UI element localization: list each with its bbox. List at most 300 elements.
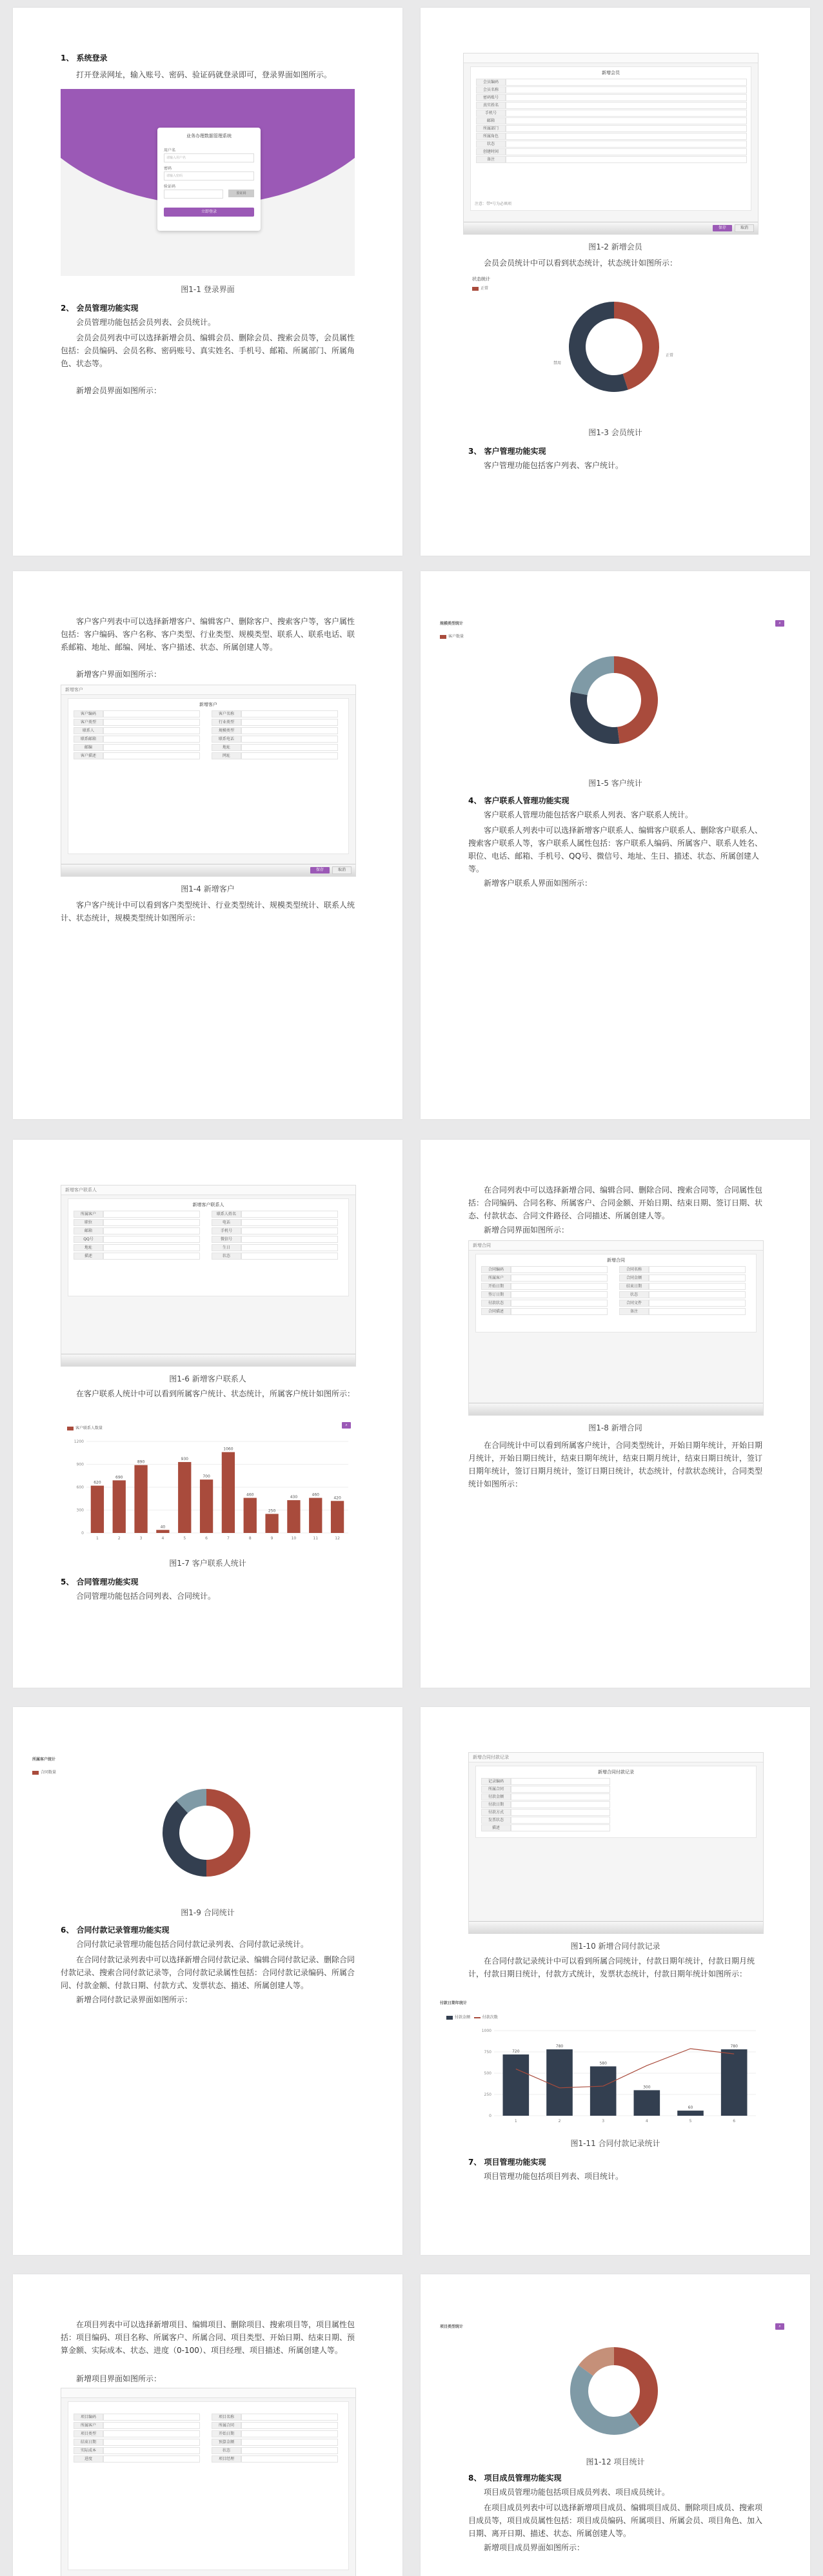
field-label: 所属角色 (476, 133, 506, 140)
section-heading: 2、 会员管理功能实现 (61, 304, 139, 313)
field-input[interactable] (506, 86, 747, 93)
form-row (212, 727, 338, 733)
field-label: 所属客户 (74, 1211, 103, 1218)
form-row (212, 2414, 338, 2419)
paragraph: 在项目列表中可以选择新增项目、编辑项目、删除项目、搜索项目等，项目属性包括：项目编码、项目名称、所属客户、所属合同、项目类型、开始日期、结束日期、预算金额、实际成本、状态、进度（0-100）、项目经理、项目描述、所属创建人等。 (61, 2320, 355, 2355)
pie-slice (570, 2365, 640, 2435)
form-row (212, 736, 338, 741)
y-tick-label: 0 (489, 2114, 491, 2118)
page-1 (13, 8, 402, 556)
form-row (481, 1778, 610, 1784)
field-input[interactable] (511, 1801, 610, 1808)
captcha-image[interactable]: 验证码 (228, 190, 254, 197)
bar (287, 1500, 300, 1533)
legend-label: 付款次数 (482, 2015, 498, 2020)
field-label: 地址 (212, 744, 241, 751)
field-label: 合同文件 (619, 1300, 649, 1307)
screenshot-topbar: 新增合同付款记录 (469, 1753, 763, 1762)
field-input[interactable] (506, 133, 747, 140)
x-tick-label: 1 (514, 2119, 517, 2123)
form-row (74, 2430, 200, 2436)
bar (546, 2049, 573, 2116)
section-heading: 1、 系统登录 (61, 54, 108, 63)
paragraph: 项目成员管理功能包括项目成员列表、项目成员统计。 (484, 2488, 670, 2497)
add-contract-screenshot (468, 1240, 764, 1416)
pie-slice (614, 656, 658, 743)
pie-slice (571, 656, 614, 695)
chart-toolbar (440, 620, 791, 630)
field-input[interactable] (241, 1236, 338, 1243)
field-input[interactable] (511, 1786, 610, 1793)
save-button[interactable]: 保存 (310, 867, 330, 873)
paragraph: 在项目成员列表中可以选择新增项目成员、编辑项目成员、删除项目成员、搜索项目成员等，项目成员属性包括：项目成员编码、所属项目、所属会员、项目角色、加入日期、离开日期、描述、状态、所属创建人等。 (468, 2503, 763, 2538)
y-tick-label: 1000 (481, 2029, 491, 2033)
field-input[interactable] (511, 1824, 610, 1831)
field-label: 网址 (212, 752, 241, 759)
y-tick-label: 750 (484, 2050, 491, 2054)
pie-label: 正常 (666, 353, 674, 358)
page-5 (13, 1140, 402, 1688)
field-input[interactable] (649, 1283, 746, 1290)
figure-caption: 图1-6 新增客户联系人 (169, 1374, 246, 1383)
form-row (476, 156, 747, 162)
field-input[interactable] (511, 1274, 608, 1282)
form-row (74, 1244, 200, 1250)
field-input[interactable] (511, 1283, 608, 1290)
field-label: 真实姓名 (476, 102, 506, 109)
paragraph: 新增合同界面如图所示： (484, 1225, 570, 1234)
form-row (212, 710, 338, 716)
field-input[interactable] (103, 727, 200, 734)
form-row (212, 2422, 338, 2428)
field-input[interactable] (103, 2422, 200, 2429)
field-input[interactable] (103, 2414, 200, 2421)
paragraph: 客户联系人管理功能包括客户联系人列表、客户联系人统计。 (484, 810, 693, 819)
form-row (481, 1300, 608, 1305)
figure-caption: 图1-9 合同统计 (181, 1908, 235, 1917)
section-heading: 5、 合同管理功能实现 (61, 1577, 139, 1586)
field-label: 发票状态 (481, 1817, 511, 1824)
paragraph: 会员会员列表中可以选择新增会员、编辑会员、删除会员、搜索会员等，会员属性包括：会员编码、会员名称、密码账号、真实姓名、手机号、邮箱、所属部门、所属角色、状态等。 (61, 333, 355, 368)
form-row (476, 79, 747, 84)
search-icon[interactable]: ⌕ (342, 1422, 351, 1429)
field-label: 手机号 (476, 110, 506, 117)
x-tick-label: 6 (205, 1536, 208, 1541)
x-tick-label: 7 (227, 1536, 230, 1541)
paragraph: 新增客户联系人界面如图所示： (484, 879, 593, 888)
field-input[interactable] (103, 719, 200, 726)
field-label: 电话 (212, 1219, 241, 1226)
search-icon[interactable]: ⌕ (775, 2323, 784, 2330)
section-heading: 4、 客户联系人管理功能实现 (468, 796, 570, 805)
data-label: 460 (246, 1492, 254, 1498)
captcha-label: 验证码 (164, 184, 176, 189)
field-input[interactable] (103, 1211, 200, 1218)
legend-label: 付款金额 (455, 2015, 471, 2020)
field-input[interactable] (511, 1793, 610, 1800)
bar (634, 2090, 660, 2116)
form-row (481, 1291, 608, 1297)
field-label: 进度 (74, 2455, 103, 2463)
field-input[interactable] (103, 744, 200, 751)
x-tick-label: 4 (161, 1536, 164, 1541)
field-input[interactable] (103, 1236, 200, 1243)
field-label: 状态 (212, 2447, 241, 2454)
y-tick-label: 600 (76, 1485, 84, 1490)
paragraph: 合同管理功能包括合同列表、合同统计。 (76, 1592, 216, 1601)
field-label: 备注 (619, 1308, 649, 1315)
form-row (74, 727, 200, 733)
field-label: 邮箱 (74, 1227, 103, 1234)
field-input[interactable] (649, 1266, 746, 1273)
section-heading: 8、 项目成员管理功能实现 (468, 2474, 562, 2483)
legend-label: 合同数量 (41, 1770, 57, 1775)
legend-label: 正常 (481, 286, 489, 291)
form-title: 新增合同 (607, 1258, 625, 1263)
field-label: 预算金额 (212, 2439, 241, 2446)
field-input[interactable] (649, 1291, 746, 1298)
add-payment-screenshot (468, 1752, 764, 1934)
field-label: 描述 (74, 1253, 103, 1260)
paragraph: 客户管理功能包括客户列表、客户统计。 (484, 461, 624, 470)
field-input[interactable] (511, 1809, 610, 1816)
chart-legend (32, 1769, 56, 1775)
data-label: 930 (181, 1456, 188, 1461)
form-row (476, 94, 747, 100)
data-label: 250 (268, 1508, 276, 1514)
form-row (74, 2439, 200, 2444)
data-label: 780 (555, 2044, 564, 2049)
paragraph: 新增项目成员界面如图所示： (484, 2543, 585, 2552)
form-row (476, 133, 747, 139)
field-input[interactable] (103, 2439, 200, 2446)
data-label: 60 (688, 2105, 693, 2111)
form-row (74, 710, 200, 716)
filter-label: 规模类型统计 (440, 621, 464, 626)
x-tick-label: 4 (645, 2119, 648, 2123)
data-label: 580 (599, 2061, 607, 2066)
form-row (212, 744, 338, 750)
form-row (619, 1274, 746, 1280)
pie-slice (614, 2347, 658, 2426)
x-tick-label: 3 (602, 2119, 605, 2123)
form-row (212, 1227, 338, 1233)
field-input[interactable] (506, 110, 747, 117)
search-icon[interactable]: ⌕ (775, 620, 784, 627)
field-label: 描述 (481, 1824, 511, 1831)
form-row (476, 117, 747, 123)
y-tick-label: 250 (484, 2093, 491, 2097)
field-input[interactable] (103, 1219, 200, 1226)
form-row (619, 1283, 746, 1289)
form-row (74, 1253, 200, 1258)
form-row (74, 744, 200, 750)
field-input[interactable] (241, 752, 338, 759)
pie-slice (163, 1800, 206, 1877)
filter-label: 付款日期年统计 (440, 2001, 468, 2005)
data-label: 1060 (223, 1447, 233, 1452)
password-input[interactable]: 请输入密码 (164, 171, 254, 181)
data-label: 700 (203, 1474, 210, 1479)
field-input[interactable] (241, 719, 338, 726)
x-tick-label: 6 (733, 2119, 736, 2123)
chart-legend (440, 633, 464, 639)
form-footer (61, 1354, 355, 1366)
form-row (476, 102, 747, 108)
field-label: 记录编码 (481, 1778, 511, 1785)
bar (222, 1452, 235, 1533)
donut-chart (472, 289, 756, 418)
add-customer-screenshot (61, 685, 356, 877)
field-input[interactable] (241, 727, 338, 734)
field-label: 生日 (212, 1244, 241, 1251)
page-2 (421, 8, 810, 556)
pie-label: 禁用 (553, 361, 562, 366)
x-tick-label: 12 (335, 1536, 340, 1541)
field-input[interactable] (511, 1817, 610, 1824)
screenshot-topbar: 新增客户 (61, 685, 355, 695)
form-row (212, 719, 338, 725)
field-input[interactable] (241, 744, 338, 751)
add-member-screenshot (463, 53, 759, 235)
field-input[interactable] (241, 1253, 338, 1260)
page-9 (13, 2274, 402, 2576)
paragraph: 新增客户界面如图所示： (76, 670, 162, 679)
bar (309, 1498, 322, 1533)
form-row (212, 2439, 338, 2444)
field-label: 微信号 (212, 1236, 241, 1243)
data-label: 430 (290, 1495, 298, 1500)
field-label: 合同描述 (481, 1308, 511, 1315)
field-input[interactable] (241, 2430, 338, 2437)
paragraph: 客户联系人列表中可以选择新增客户联系人、编辑客户联系人、删除客户联系人、搜索客户联系人等，客户联系人属性包括：客户联系人编码、所属客户、联系人姓名、职位、电话、邮箱、手机号、QQ号、微信号、地址、生日、描述、状态、所属创建人等。 (468, 826, 763, 873)
field-label: 客户类型 (74, 719, 103, 726)
field-input[interactable] (241, 1211, 338, 1218)
field-input[interactable] (241, 736, 338, 743)
field-input[interactable] (103, 710, 200, 717)
username-label: 用户名 (164, 148, 176, 153)
chart-toolbar (32, 1756, 383, 1766)
bar (503, 2054, 530, 2116)
form-row (481, 1809, 610, 1815)
field-input[interactable] (103, 736, 200, 743)
field-input[interactable] (511, 1266, 608, 1273)
field-input[interactable] (511, 1291, 608, 1298)
paragraph: 客户客户列表中可以选择新增客户、编辑客户、删除客户、搜索客户等，客户属性包括：客户编码、客户名称、客户类型、行业类型、规模类型、联系人、联系电话、联系邮箱、地址、邮编、网址、客户描述、状态、所属创建人等。 (61, 617, 355, 652)
field-input[interactable] (511, 1778, 610, 1785)
form-title: 新增客户联系人 (192, 1202, 224, 1207)
cancel-button[interactable]: 取消 (332, 866, 352, 874)
form-row (481, 1801, 610, 1807)
x-tick-label: 8 (248, 1536, 252, 1541)
field-label: 地址 (74, 1244, 103, 1251)
section-heading: 7、 项目管理功能实现 (468, 2158, 546, 2167)
paragraph: 会员会员统计中可以看到状态统计，状态统计如图所示： (484, 259, 678, 268)
bar (178, 1462, 191, 1533)
bar (113, 1480, 126, 1533)
page-8 (421, 1707, 810, 2255)
section-heading: 6、 合同付款记录管理功能实现 (61, 1926, 170, 1935)
figure-caption: 图1-1 登录界面 (181, 285, 235, 294)
field-input[interactable] (506, 102, 747, 109)
paragraph: 新增合同付款记录界面如图所示： (76, 1995, 193, 2004)
data-label: 780 (730, 2044, 738, 2049)
field-label: 开始日期 (212, 2430, 241, 2437)
field-input[interactable] (506, 94, 747, 101)
field-input[interactable] (241, 710, 338, 717)
field-input[interactable] (241, 2414, 338, 2421)
field-input[interactable] (241, 2439, 338, 2446)
field-input[interactable] (103, 1244, 200, 1251)
field-label: 职位 (74, 1219, 103, 1226)
figure-caption: 图1-7 客户联系人统计 (169, 1559, 246, 1568)
field-input[interactable] (506, 79, 747, 86)
field-input[interactable] (241, 1227, 338, 1234)
y-tick-label: 900 (76, 1462, 84, 1467)
form-row (476, 110, 747, 115)
form-row (212, 1236, 338, 1242)
form-row (212, 1219, 338, 1225)
form-row (476, 125, 747, 131)
field-label: 所属合同 (481, 1786, 511, 1793)
field-input[interactable] (103, 2447, 200, 2454)
screenshot-topbar: 新增合同 (469, 1241, 763, 1251)
bar (265, 1514, 278, 1533)
field-label: 签订日期 (481, 1291, 511, 1298)
x-tick-label: 1 (96, 1536, 99, 1541)
field-label: 邮编 (74, 744, 103, 751)
data-label: 300 (643, 2085, 651, 2090)
form-panel (475, 1254, 757, 1332)
login-button[interactable]: 立即登录 (164, 208, 254, 217)
field-input[interactable] (103, 1253, 200, 1260)
save-button[interactable]: 保存 (713, 225, 732, 231)
field-label: 状态 (476, 141, 506, 148)
form-row (481, 1793, 610, 1799)
legend-label: 客户数量 (448, 634, 464, 639)
donut-chart (440, 642, 788, 771)
field-label: QQ号 (74, 1236, 103, 1243)
field-input[interactable] (103, 752, 200, 759)
paragraph: 在合同付款记录统计中可以看到所属合同统计，付款日期年统计，付款日期月统计，付款日期日统计，付款方式统计，发票状态统计，付款日期年统计如图所示： (468, 1956, 755, 1978)
form-footer (469, 1921, 763, 1933)
field-input[interactable] (103, 1227, 200, 1234)
form-row (619, 1291, 746, 1297)
field-input[interactable] (511, 1308, 608, 1315)
form-panel (68, 2401, 349, 2570)
form-row (481, 1786, 610, 1791)
chart-label: 状态统计 (472, 277, 490, 282)
figure-caption: 图1-4 新增客户 (181, 884, 235, 893)
form-row (74, 736, 200, 741)
form-row (74, 2414, 200, 2419)
field-label: 所属客户 (74, 2422, 103, 2429)
field-label: 状态 (212, 1253, 241, 1260)
field-input[interactable] (511, 1300, 608, 1307)
form-row (212, 2455, 338, 2461)
field-label: 开始日期 (481, 1283, 511, 1290)
required-note: 注意：带*号为必填项 (475, 202, 512, 206)
captcha-input[interactable] (164, 190, 223, 199)
cancel-button[interactable]: 取消 (735, 224, 754, 232)
form-row (476, 141, 747, 146)
field-label: 合同名称 (619, 1266, 649, 1273)
field-input[interactable] (506, 141, 747, 148)
field-input[interactable] (103, 2455, 200, 2463)
field-input[interactable] (649, 1274, 746, 1282)
field-label: 项目类型 (74, 2430, 103, 2437)
form-row (74, 1219, 200, 1225)
field-input[interactable] (241, 2447, 338, 2454)
x-tick-label: 3 (139, 1536, 143, 1541)
figure-caption: 图1-11 合同付款记录统计 (570, 2139, 660, 2148)
field-input[interactable] (506, 125, 747, 132)
field-input[interactable] (506, 156, 747, 163)
form-row (212, 2447, 338, 2453)
page-10 (421, 2274, 810, 2576)
field-input[interactable] (241, 2422, 338, 2429)
bar (244, 1498, 257, 1533)
paragraph: 会员管理功能包括会员列表、会员统计。 (76, 318, 216, 327)
contact-bar-chart (61, 1422, 355, 1551)
section-heading: 3、 客户管理功能实现 (468, 447, 546, 456)
figure-caption: 图1-10 新增合同付款记录 (570, 1942, 660, 1951)
form-row (74, 719, 200, 725)
form-row (212, 752, 338, 758)
field-label: 项目名称 (212, 2414, 241, 2421)
form-row (481, 1824, 610, 1830)
donut-chart (32, 1778, 381, 1900)
password-label: 密码 (164, 166, 172, 171)
form-row (74, 2422, 200, 2428)
form-panel (68, 698, 349, 854)
bar (156, 1530, 169, 1533)
page-7 (13, 1707, 402, 2255)
field-label: 结束日期 (619, 1283, 649, 1290)
field-input[interactable] (241, 2455, 338, 2463)
field-input[interactable] (649, 1308, 746, 1315)
paragraph: 合同付款记录管理功能包括合同付款记录列表、合同付款记录统计。 (76, 1940, 309, 1949)
y-tick-label: 1200 (74, 1439, 84, 1444)
form-footer (469, 1403, 763, 1415)
username-input[interactable]: 请输入用户名 (164, 153, 254, 162)
field-label: 会员编码 (476, 79, 506, 86)
form-row (212, 1211, 338, 1216)
field-input[interactable] (103, 2430, 200, 2437)
field-input[interactable] (241, 1219, 338, 1226)
field-input[interactable] (506, 117, 747, 124)
field-label: 联系电话 (212, 736, 241, 743)
login-title: 业务办理数据管理系统 (186, 133, 232, 139)
form-row (74, 2447, 200, 2453)
field-input[interactable] (649, 1300, 746, 1307)
page-6 (421, 1140, 810, 1688)
bar (590, 2066, 617, 2116)
field-input[interactable] (506, 148, 747, 155)
status-chart (472, 276, 756, 418)
field-input[interactable] (241, 1244, 338, 1251)
field-label: 项目编码 (74, 2414, 103, 2421)
bar (331, 1501, 344, 1533)
field-label: 客户名称 (212, 710, 241, 717)
form-row (212, 1244, 338, 1250)
data-label: 720 (512, 2049, 520, 2054)
paragraph: 在合同付款记录列表中可以选择新增合同付款记录、编辑合同付款记录、删除合同付款记录、搜索合同付款记录等，合同付款记录属性包括：合同付款记录编码、所属合同、付款金额、付款日期、付款方式、发票状态、描述、所属创建人等。 (61, 1955, 355, 1990)
paragraph: 客户客户统计中可以看到客户类型统计、行业类型统计、规模类型统计、联系人统计、状态统计，规模类型统计如图所示： (61, 901, 355, 922)
legend-label: 客户联系人数量 (75, 1426, 103, 1430)
x-tick-label: 5 (183, 1536, 186, 1541)
form-title: 新增客户 (199, 702, 217, 707)
